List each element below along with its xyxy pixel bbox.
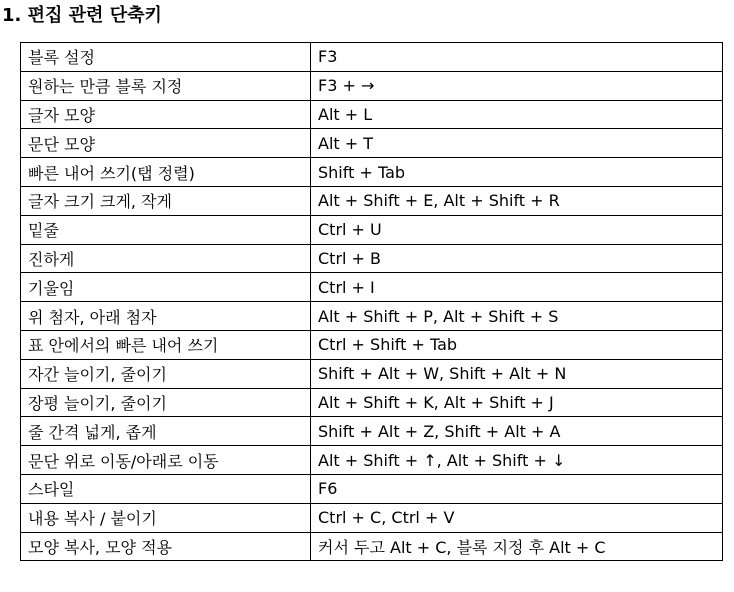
action-cell: 기울임 [21, 273, 311, 302]
action-cell: 장평 늘이기, 줄이기 [21, 388, 311, 417]
action-cell: 문단 모양 [21, 129, 311, 158]
table-row [21, 100, 723, 129]
action-cell: 모양 복사, 모양 적용 [21, 532, 311, 561]
table-row [21, 158, 723, 187]
table-row [21, 359, 723, 388]
action-cell: 자간 늘이기, 줄이기 [21, 359, 311, 388]
shortcut-cell: Alt + Shift + K, Alt + Shift + J [311, 388, 723, 417]
table-row [21, 388, 723, 417]
action-cell: 블록 설정 [21, 43, 311, 72]
table-row [21, 71, 723, 100]
shortcut-cell: Ctrl + C, Ctrl + V [311, 503, 723, 532]
table-row [21, 215, 723, 244]
table-row [21, 43, 723, 72]
action-cell: 글자 모양 [21, 100, 311, 129]
shortcut-cell: F3 + → [311, 71, 723, 100]
action-cell: 원하는 만큼 블록 지정 [21, 71, 311, 100]
shortcut-cell: F3 [311, 43, 723, 72]
shortcut-cell: Alt + T [311, 129, 723, 158]
shortcut-cell: Ctrl + Shift + Tab [311, 330, 723, 359]
table-row [21, 474, 723, 503]
shortcut-cell: Alt + L [311, 100, 723, 129]
shortcut-cell: Shift + Tab [311, 158, 723, 187]
shortcut-table-body [21, 43, 723, 561]
table-row [21, 129, 723, 158]
action-cell: 밑줄 [21, 215, 311, 244]
shortcut-cell: Alt + Shift + P, Alt + Shift + S [311, 302, 723, 331]
action-cell: 내용 복사 / 붙이기 [21, 503, 311, 532]
shortcut-table [20, 42, 723, 561]
shortcut-cell: Alt + Shift + E, Alt + Shift + R [311, 186, 723, 215]
action-cell: 문단 위로 이동/아래로 이동 [21, 446, 311, 475]
action-cell: 표 안에서의 빠른 내어 쓰기 [21, 330, 311, 359]
table-row [21, 446, 723, 475]
shortcut-cell: Ctrl + I [311, 273, 723, 302]
table-row [21, 330, 723, 359]
shortcut-cell: Shift + Alt + W, Shift + Alt + N [311, 359, 723, 388]
action-cell: 스타일 [21, 474, 311, 503]
table-row [21, 503, 723, 532]
shortcut-cell: Alt + Shift + ↑, Alt + Shift + ↓ [311, 446, 723, 475]
table-row [21, 417, 723, 446]
section-title: 1. 편집 관련 단축키 [2, 5, 162, 26]
action-cell: 위 첨자, 아래 첨자 [21, 302, 311, 331]
table-row [21, 186, 723, 215]
shortcut-cell: F6 [311, 474, 723, 503]
action-cell: 글자 크기 크게, 작게 [21, 186, 311, 215]
shortcut-cell: Shift + Alt + Z, Shift + Alt + A [311, 417, 723, 446]
shortcut-cell: 커서 두고 Alt + C, 블록 지정 후 Alt + C [311, 532, 723, 561]
shortcut-cell: Ctrl + B [311, 244, 723, 273]
table-row [21, 532, 723, 561]
action-cell: 줄 간격 넓게, 좁게 [21, 417, 311, 446]
table-row [21, 273, 723, 302]
table-row [21, 244, 723, 273]
shortcut-cell: Ctrl + U [311, 215, 723, 244]
action-cell: 진하게 [21, 244, 311, 273]
action-cell: 빠른 내어 쓰기(탭 정렬) [21, 158, 311, 187]
table-row [21, 302, 723, 331]
